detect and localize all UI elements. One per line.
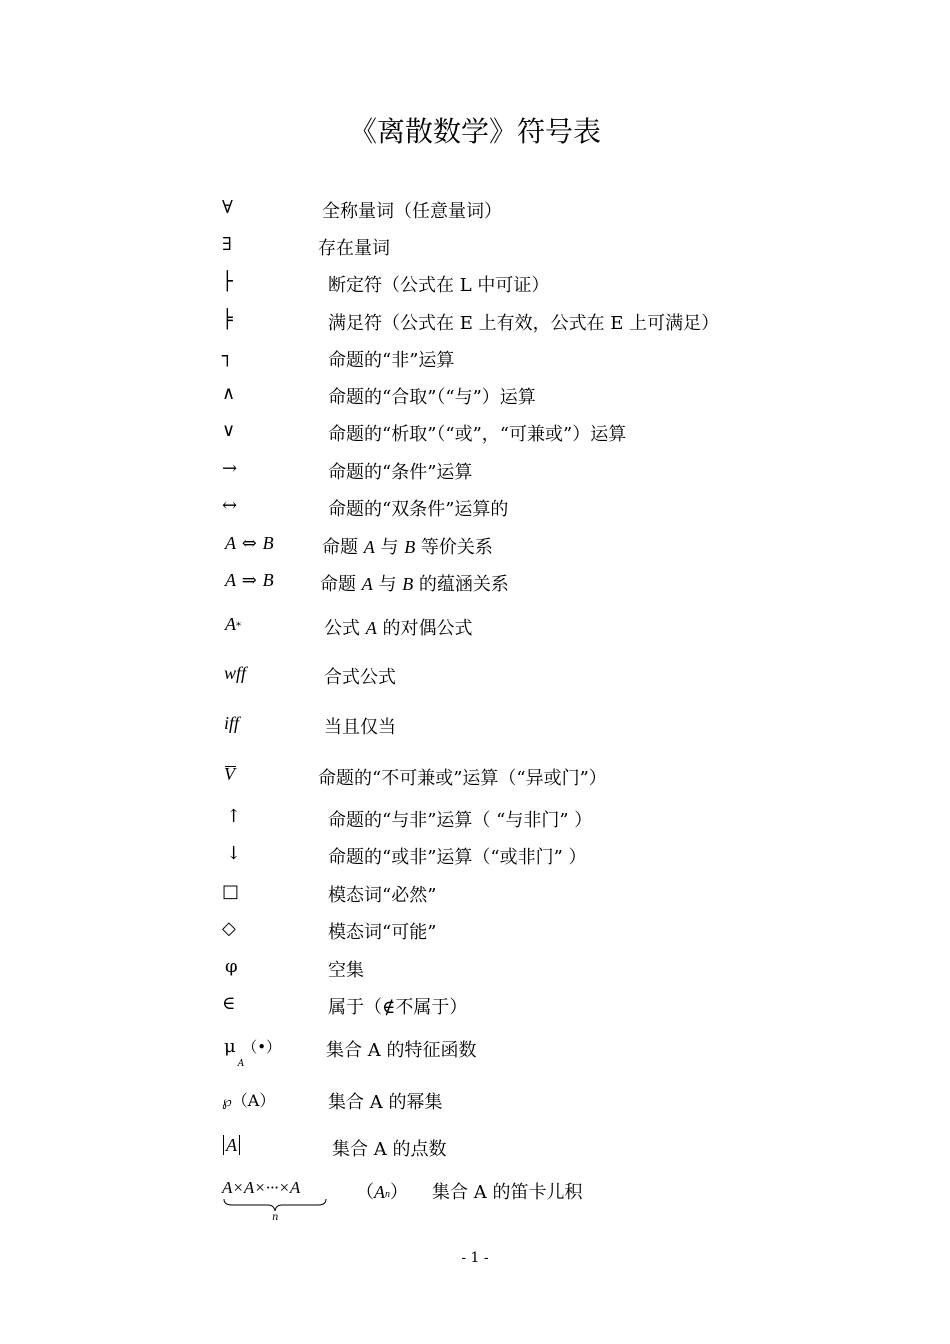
power-set-symbol xyxy=(222,1088,275,1111)
exists-description: 存在量词 xyxy=(318,238,390,259)
symbol-b: B xyxy=(262,570,274,590)
cardinality-symbol xyxy=(223,1135,240,1156)
symbol-tail: （•） xyxy=(242,1038,282,1056)
membership-description: 属于（∉不属于） xyxy=(328,997,468,1018)
biconditional-description: 命题的“双条件”运算的 xyxy=(328,499,509,520)
power-set-glyph: ℘ xyxy=(222,1094,232,1110)
disjunction-description: 命题的“析取”（“或”，“可兼或”）运算 xyxy=(328,424,627,445)
equivalence-symbol xyxy=(225,533,274,554)
desc-part: 公式 xyxy=(324,618,366,639)
necessity-description: 模态词“必然” xyxy=(328,885,437,906)
implication-description xyxy=(320,570,509,596)
wff-symbol: wff xyxy=(224,663,247,683)
implication-arrow: ⇒ xyxy=(241,570,257,591)
desc-part: 等价关系 xyxy=(415,537,493,558)
power-base-a: A xyxy=(374,1182,385,1202)
nor-description: 命题的“或非”运算（“或非门” ） xyxy=(328,847,587,868)
possibility-description: 模态词“可能” xyxy=(328,922,437,943)
characteristic-function-description: 集合 A 的特征函数 xyxy=(326,1040,477,1061)
desc-var-b: B xyxy=(402,574,414,594)
equivalence-arrow: ⇔ xyxy=(241,533,257,554)
double-turnstile-description: 满足符（公式在 E 上有效，公式在 E 上可满足） xyxy=(328,313,720,334)
necessity-symbol: □ xyxy=(222,881,240,902)
mu-glyph: μ xyxy=(224,1036,236,1057)
power-set-description: 集合 A 的幂集 xyxy=(328,1092,443,1113)
dual-formula-symbol xyxy=(225,614,241,635)
page-title: 《离散数学》符号表 xyxy=(348,115,601,148)
forall-description: 全称量词（任意量词） xyxy=(322,201,502,222)
empty-set-symbol: φ xyxy=(225,956,238,977)
possibility-symbol: ◇ xyxy=(222,918,236,939)
exists-symbol: ∃ xyxy=(222,234,232,255)
underbrace-n-label: n xyxy=(272,1212,279,1223)
desc-part: 的对偶公式 xyxy=(376,618,473,639)
desc-part: 与 xyxy=(372,574,403,595)
disjunction-symbol: ∨ xyxy=(222,420,236,441)
desc-var-a: A xyxy=(361,574,373,594)
product-expression: A×A×···×A xyxy=(222,1178,301,1197)
iff-symbol: iff xyxy=(224,713,240,733)
desc-part: 与 xyxy=(374,537,405,558)
cartesian-power-symbol: （An） xyxy=(356,1182,408,1203)
cardinality-description: 集合 A 的点数 xyxy=(332,1139,447,1160)
negation-description: 命题的“非”运算 xyxy=(328,350,455,371)
cartesian-product-description: 集合 A 的笛卡儿积 xyxy=(432,1182,583,1203)
membership-symbol: ∈ xyxy=(222,993,236,1014)
desc-part: 命题 xyxy=(322,537,364,558)
symbol-a: A xyxy=(225,614,236,634)
conjunction-symbol: ∧ xyxy=(222,383,236,404)
biconditional-symbol: ↔ xyxy=(222,495,238,516)
turnstile-symbol: ├ xyxy=(222,271,233,292)
double-turnstile-symbol: ╞ xyxy=(222,309,233,330)
nand-symbol: ↑ xyxy=(226,806,242,827)
symbol-a: A xyxy=(225,570,236,590)
conjunction-description: 命题的“合取”（“与”）运算 xyxy=(328,387,536,408)
implication-symbol xyxy=(225,570,274,591)
nand-description: 命题的“与非”运算（ “与非门” ） xyxy=(328,810,593,831)
desc-var-a: A xyxy=(363,537,375,557)
equivalence-description xyxy=(322,533,493,559)
conditional-symbol: → xyxy=(222,458,238,479)
nor-symbol: ↓ xyxy=(226,843,242,864)
symbol-tail: （A） xyxy=(231,1091,276,1110)
xor-symbol xyxy=(224,764,235,785)
desc-part: 的蕴涵关系 xyxy=(413,574,509,595)
conditional-description: 命题的“条件”运算 xyxy=(328,462,473,483)
symbol-a: A xyxy=(225,533,236,553)
desc-part: 命题 xyxy=(320,574,362,595)
desc-var-a: A xyxy=(365,618,377,638)
wff-description: 合式公式 xyxy=(324,667,396,688)
power-exponent-n: n xyxy=(385,1189,390,1200)
negation-symbol: ┐ xyxy=(222,346,233,367)
iff-description: 当且仅当 xyxy=(324,717,396,738)
dual-formula-description xyxy=(324,614,472,640)
underbrace-icon xyxy=(222,1198,328,1212)
symbol-b: B xyxy=(262,533,274,553)
xor-overline-v: V xyxy=(224,764,235,784)
star-superscript: * xyxy=(236,621,241,632)
turnstile-description: 断定符（公式在 L 中可证） xyxy=(328,275,550,296)
empty-set-description: 空集 xyxy=(328,960,364,981)
subscript-a: A xyxy=(237,1059,245,1069)
desc-var-b: B xyxy=(404,537,416,557)
page-number: - 1 - xyxy=(461,1250,489,1266)
cardinality-a: A xyxy=(223,1135,240,1155)
forall-symbol: ∀ xyxy=(222,197,233,218)
characteristic-function-symbol xyxy=(224,1036,282,1069)
xor-description: 命题的“不可兼或”运算（“异或门”） xyxy=(318,768,607,789)
cartesian-product-symbol xyxy=(222,1178,328,1212)
